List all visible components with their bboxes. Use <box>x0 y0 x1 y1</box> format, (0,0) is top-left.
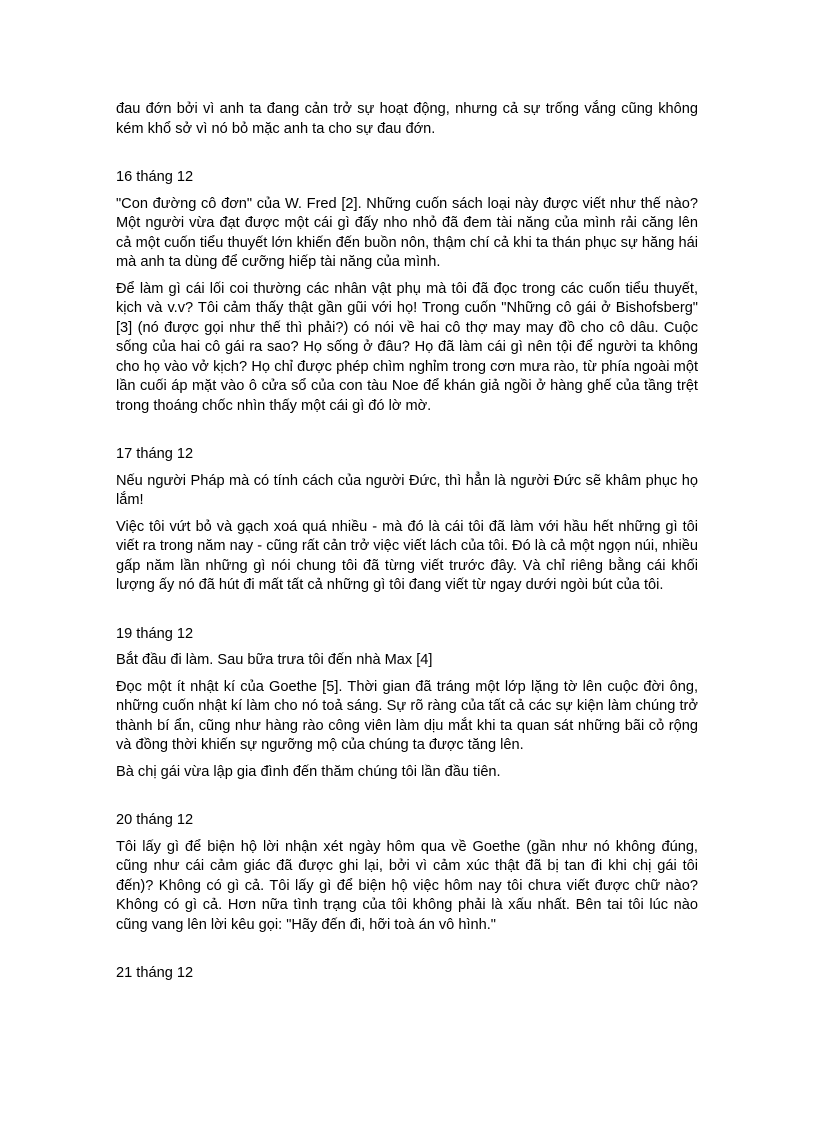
paragraph: Đọc một ít nhật kí của Goethe [5]. Thời gian đã tráng một lớp lặng tờ lên cuộc đời ông, những cuốn nhật kí làm cho nó toả sáng. Sự rõ ràng của tất cả các sự kiện làm chúng trở thành bí ẩn, cũng như hàng rào công viên làm dịu mắt khi ta quan sát những bãi cỏ rộng và đồng thời khiến sự ngưỡng mộ của chúng ta được tăng lên. <box>116 678 698 753</box>
entry-date: 17 tháng 12 <box>116 446 194 462</box>
entry-date: 16 tháng 12 <box>116 169 194 185</box>
paragraph: đau đớn bởi vì anh ta đang cản trở sự hoạt động, nhưng cả sự trống vắng cũng không kém khổ sở vì nó bỏ mặc anh ta cho sự đau đớn. <box>116 101 698 137</box>
paragraph: Để làm gì cái lối coi thường các nhân vật phụ mà tôi đã đọc trong các cuốn tiểu thuyết, kịch và v.v? Tôi cảm thấy thật gần gũi với họ! Trong cuốn "Những cô gái ở Bishofsberg" [3] (nó được gọi như thế thì phải?) có nói về hai cô thợ may may đồ cho cô dâu. Cuộc sống của hai cô gái ra sao? Họ sống ở đâu? Họ đã làm cái gì nên tội để người ta không cho họ vào vở kịch? Họ chỉ được phép chìm nghỉm trong cơn mưa rào, từ phía ngoài một lần cuối áp mặt vào ô cửa sổ của con tàu Noe để khán giả ngồi ở hàng ghế của tầng trệt trong thoáng chốc nhìn thấy một cái gì đó lờ mờ. <box>116 280 698 414</box>
entry-date: 20 tháng 12 <box>116 812 194 828</box>
paragraph: "Con đường cô đơn" của W. Fred [2]. Những cuốn sách loại này được viết như thế nào? Một người vừa đạt được một cái gì đấy nho nhỏ đã đem tài năng của mình rải căng lên cả một cuốn tiểu thuyết lớn khiến đến buồn nôn, thậm chí cả khi ta thán phục sự hăng hái mà anh ta dùng để cưỡng hiếp tài năng của mình. <box>116 195 698 270</box>
entry-date: 19 tháng 12 <box>116 625 194 642</box>
diary-page <box>116 100 698 991</box>
paragraph: Nếu người Pháp mà có tính cách của người Đức, thì hẳn là người Đức sẽ khâm phục họ lắm! <box>116 472 698 508</box>
entry-date: 21 tháng 12 <box>116 965 194 981</box>
paragraph: Bà chị gái vừa lập gia đình đến thăm chúng tôi lần đầu tiên. <box>116 763 501 780</box>
paragraph: Bắt đầu đi làm. Sau bữa trưa tôi đến nhà Max [4] <box>116 652 433 668</box>
paragraph: Việc tôi vứt bỏ và gạch xoá quá nhiều - mà đó là cái tôi đã làm với hầu hết những gì tôi viết ra trong năm nay - cũng rất cản trở việc viết lách của tôi. Đó là cả một ngọn núi, nhiều gấp năm lần những gì nói chung tôi đã từng viết trước đây. Và chỉ riêng bằng cái khối lượng ấy nó đã hút đi mất tất cả những gì tôi đang viết từ ngay dưới ngòi bút của tôi. <box>116 518 698 593</box>
paragraph: Tôi lấy gì để biện hộ lời nhận xét ngày hôm qua về Goethe (gần như nó không đúng, cũng như cái cảm giác đã được ghi lại, bởi vì cảm xúc thật đã bị tan đi khi chị gái tôi đến)? Không có gì cả. Tôi lấy gì để biện hộ việc hôm nay tôi chưa viết được chữ nào? Không có gì cả. Hơn nữa tình trạng của tôi không phải là xấu nhất. Bên tai tôi lúc nào cũng vang lên lời kêu gọi: "Hãy đến đi, hỡi toà án vô hình." <box>116 838 698 933</box>
